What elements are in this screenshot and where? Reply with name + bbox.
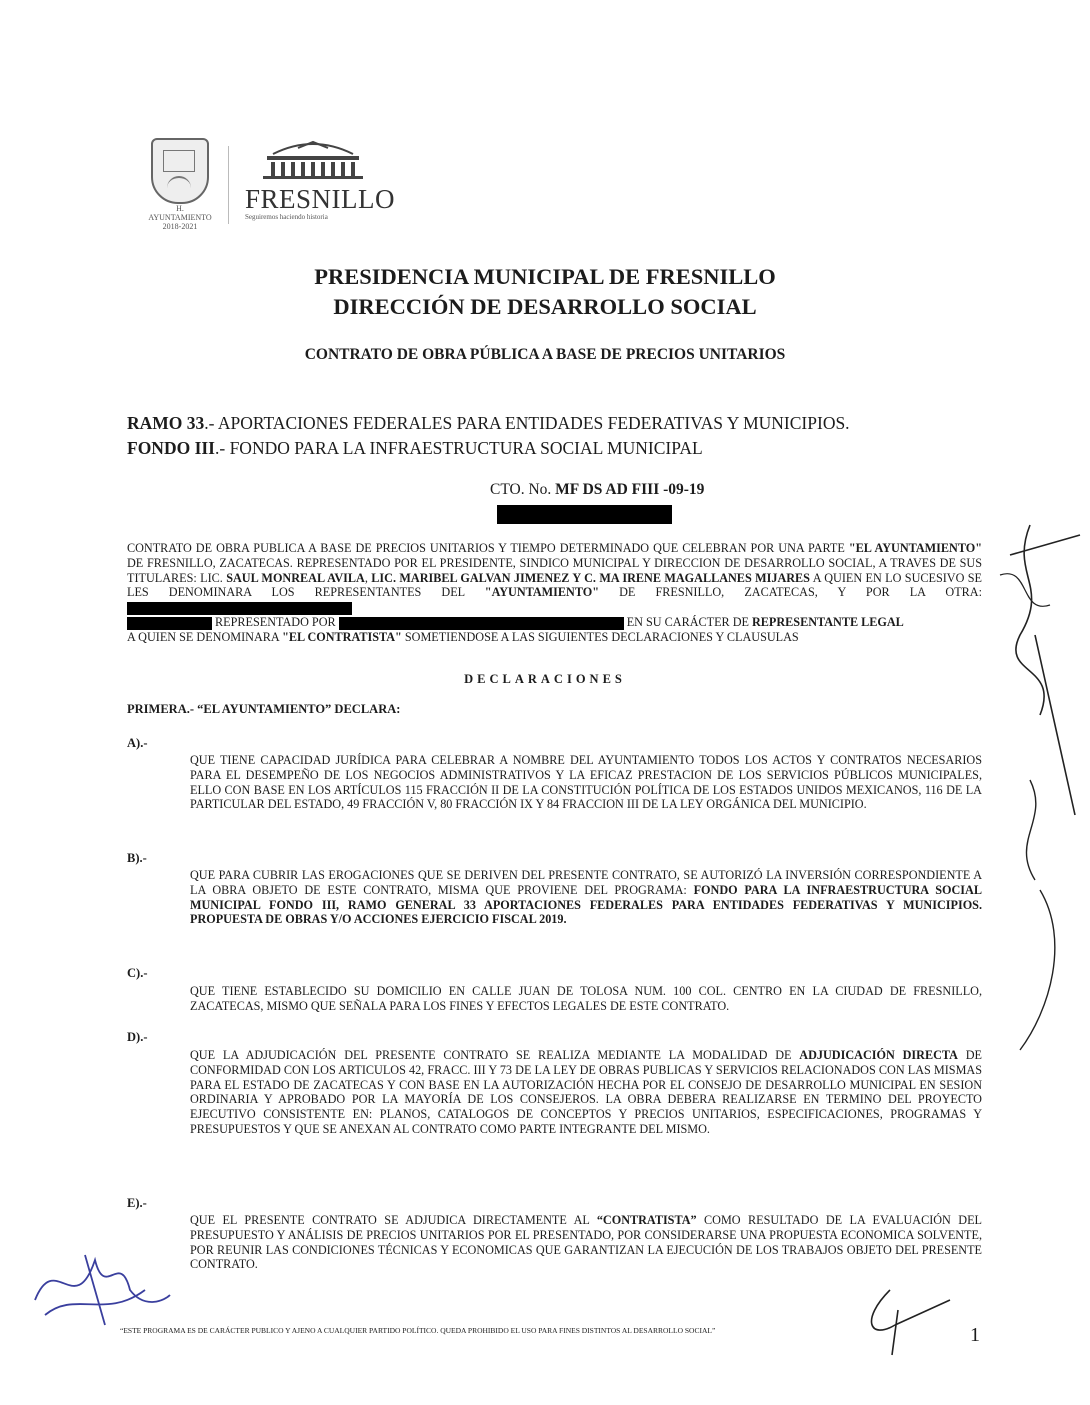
declarations-heading: DECLARACIONES <box>464 672 626 686</box>
ramo-label: RAMO 33 <box>127 413 205 433</box>
logo-divider <box>228 146 229 224</box>
item-a-text: QUE TIENE CAPACIDAD JURÍDICA PARA CELEBRAR A NOMBRE DEL AYUNTAMIENTO TODOS LOS ACTOS Y CONTRATOS NECESARIOS PARA EL DESEMPEÑO DE LOS NEGOCIOS ADMINISTRATIVOS Y LA EFICAZ PRESTACION DE LOS SERVICIOS PÚBLICOS MUNICIPALES, ELLO CON BASE EN LOS ARTÍCULOS 115 FRACCIÓN II DE LA CONSTITUCIÓN POLÍTICA DE LOS ESTADOS UNIDOS MEXICANOS, 116 DE LA PARTICULAR DEL ESTADO, 49 FRACCIÓN V, 80 FRACCIÓN IX Y 84 FRACCION III DE LA LEY ORGÁNICA DEL MUNICIPIO. <box>190 753 982 812</box>
item-a-label: A).- <box>127 736 148 750</box>
coat-of-arms-icon <box>151 138 209 204</box>
seal-caption: H. AYUNTAMIENTO <box>148 204 212 222</box>
ramo-line <box>127 413 850 434</box>
contract-type: CONTRATO DE OBRA PÚBLICA A BASE DE PRECIOS UNITARIOS <box>304 346 786 363</box>
redaction-bar <box>127 617 212 630</box>
fondo-label: FONDO III <box>127 438 215 458</box>
fondo-text: .- FONDO PARA LA INFRAESTRUCTURA SOCIAL MUNICIPAL <box>215 438 703 458</box>
municipal-seal <box>145 138 215 231</box>
item-c-label: C).- <box>127 966 148 980</box>
item-e-label: E).- <box>127 1196 147 1210</box>
intro-paragraph: CONTRATO DE OBRA PUBLICA A BASE DE PRECIOS UNITARIOS Y TIEMPO DETERMINADO QUE CELEBRAN POR UNA PARTE "EL AYUNTAMIENTO" DE FRESNILLO, ZACATECAS. REPRESENTADO POR EL PRESIDENTE, SINDICO MUNICIPAL Y DIRECCION DE DESARROLLO SOCIAL, A TRAVES DE SUS TITULARES: LIC. SAUL MONREAL AVILA, LIC. MARIBEL GALVAN JIMENEZ Y C. MA IRENE MAGALLANES MIJARES A QUIEN EN LO SUCESIVO SE LES DENOMINARA LOS REPRESENTANTES DEL "AYUNTAMIENTO" DE FRESNILLO, ZACATECAS, Y POR LA OTRA: REPRESENTADO POR EN SU CARÁCTER DE REPRESENTANTE LEGAL A QUIEN SE DENOMINARA "EL CONTRATISTA" SOMETIENDOSE A LAS SIGUIENTES DECLARACIONES Y CLAUSULAS <box>127 541 983 644</box>
fresnillo-logo <box>245 140 395 221</box>
contract-number <box>490 481 704 499</box>
fondo-line <box>127 438 703 459</box>
contract-number-prefix: CTO. No. <box>490 481 552 498</box>
contract-number-value: MF DS AD FIII -09-19 <box>555 481 705 498</box>
item-c-text: QUE TIENE ESTABLECIDO SU DOMICILIO EN CALLE JUAN DE TOLOSA NUM. 100 COL. CENTRO EN LA CIUDAD DE FRESNILLO, ZACATECAS, MISMO QUE SEÑALA PARA LOS FINES Y EFECTOS LEGALES DE ESTE CONTRATO. <box>190 984 982 1013</box>
item-d-label: D).- <box>127 1030 148 1044</box>
redaction-bar <box>339 617 624 630</box>
page-number: 1 <box>970 1324 980 1346</box>
item-d-text: QUE LA ADJUDICACIÓN DEL PRESENTE CONTRATO SE REALIZA MEDIANTE LA MODALIDAD DE ADJUDICACIÓN DIRECTA DE CONFORMIDAD CON LOS ARTICULOS 42, FRACC. III Y 73 DE LA LEY DE OBRAS PUBLICAS Y SERVICIOS RELACIONADOS CON LAS MISMAS PARA EL ESTADO DE ZACATECAS Y CON BASE EN LA AUTORIZACIÓN HECHA POR EL CONSEJO DE DESARROLLO MUNICIPAL EN SESION ORDINARIA Y APROBADO POR LA MAYORÍA DE LOS CONSEJEROS. LA OBRA DEBERA REALIZARSE EN TERMINO DEL PROYECTO EJECUTIVO CONSISTENTE EN: PLANOS, CATALOGOS DE CONCEPTOS Y PRECIOS UNITARIOS, ESPECIFICACIONES, PROGRAMAS Y PRESUPUESTOS Y QUE SE ANEXAN AL CONTRATO COMO PARTE INTEGRANTE DEL MISMO. <box>190 1048 983 1136</box>
item-b-label: B).- <box>127 851 147 865</box>
redaction-bar <box>497 505 672 524</box>
header-line-2: DIRECCIÓN DE DESARROLLO SOCIAL <box>333 294 757 319</box>
ramo-text: .- APORTACIONES FEDERALES PARA ENTIDADES FEDERATIVAS Y MUNICIPIOS. <box>204 413 850 433</box>
item-b-text: QUE PARA CUBRIR LAS EROGACIONES QUE SE DERIVEN DEL PRESENTE CONTRATO, SE AUTORIZÓ LA INVERSIÓN CORRESPONDIENTE A LA OBRA OBJETO DE ESTE CONTRATO, MISMA QUE PROVIENE DEL PROGRAMA: FONDO PARA LA INFRAESTRUCTURA SOCIAL MUNICIPAL FONDO III, RAMO GENERAL 33 APORTACIONES FEDERALES PARA ENTIDADES FEDERATIVAS Y MUNICIPIOS. PROPUESTA DE OBRAS Y/O ACCIONES EJERCICIO FISCAL 2019. <box>190 868 982 927</box>
header-line-1: PRESIDENCIA MUNICIPAL DE FRESNILLO <box>314 264 776 289</box>
redaction-bar <box>127 602 352 615</box>
brand-tagline: Seguiremos haciendo historia <box>245 213 328 221</box>
brand-name: FRESNILLO <box>245 184 396 214</box>
footer-disclaimer: “ESTE PROGRAMA ES DE CARÁCTER PUBLICO Y AJENO A CUALQUIER PARTIDO POLÍTICO. QUEDA PROHIBIDO EL USO PARA FINES DISTINTOS AL DESARROLLO SOCIAL” <box>120 1326 716 1335</box>
item-e-text: QUE EL PRESENTE CONTRATO SE ADJUDICA DIRECTAMENTE AL “CONTRATISTA” COMO RESULTADO DE LA EVALUACIÓN DEL PRESUPUESTO Y ANÁLISIS DE PRECIOS UNITARIOS POR EL PRESENTADO, POR CONSIDERARSE UNA PROPUESTA ECONOMICA SOLVENTE, POR REUNIR LAS CONDICIONES TÉCNICAS Y ECONOMICAS QUE GARANTIZAN LA EJECUCIÓN DE LOS TRABAJOS OBJETO DEL PRESENTE CONTRATO. <box>190 1213 982 1272</box>
building-icon <box>253 140 373 180</box>
initials-bottom-right-icon <box>850 1280 960 1360</box>
seal-years: 2018-2021 <box>162 222 198 231</box>
signature-right-margin-icon <box>1010 760 1080 1060</box>
signature-bottom-left-icon <box>25 1240 175 1330</box>
first-declaration-heading: PRIMERA.- “EL AYUNTAMIENTO” DECLARA: <box>127 702 401 716</box>
